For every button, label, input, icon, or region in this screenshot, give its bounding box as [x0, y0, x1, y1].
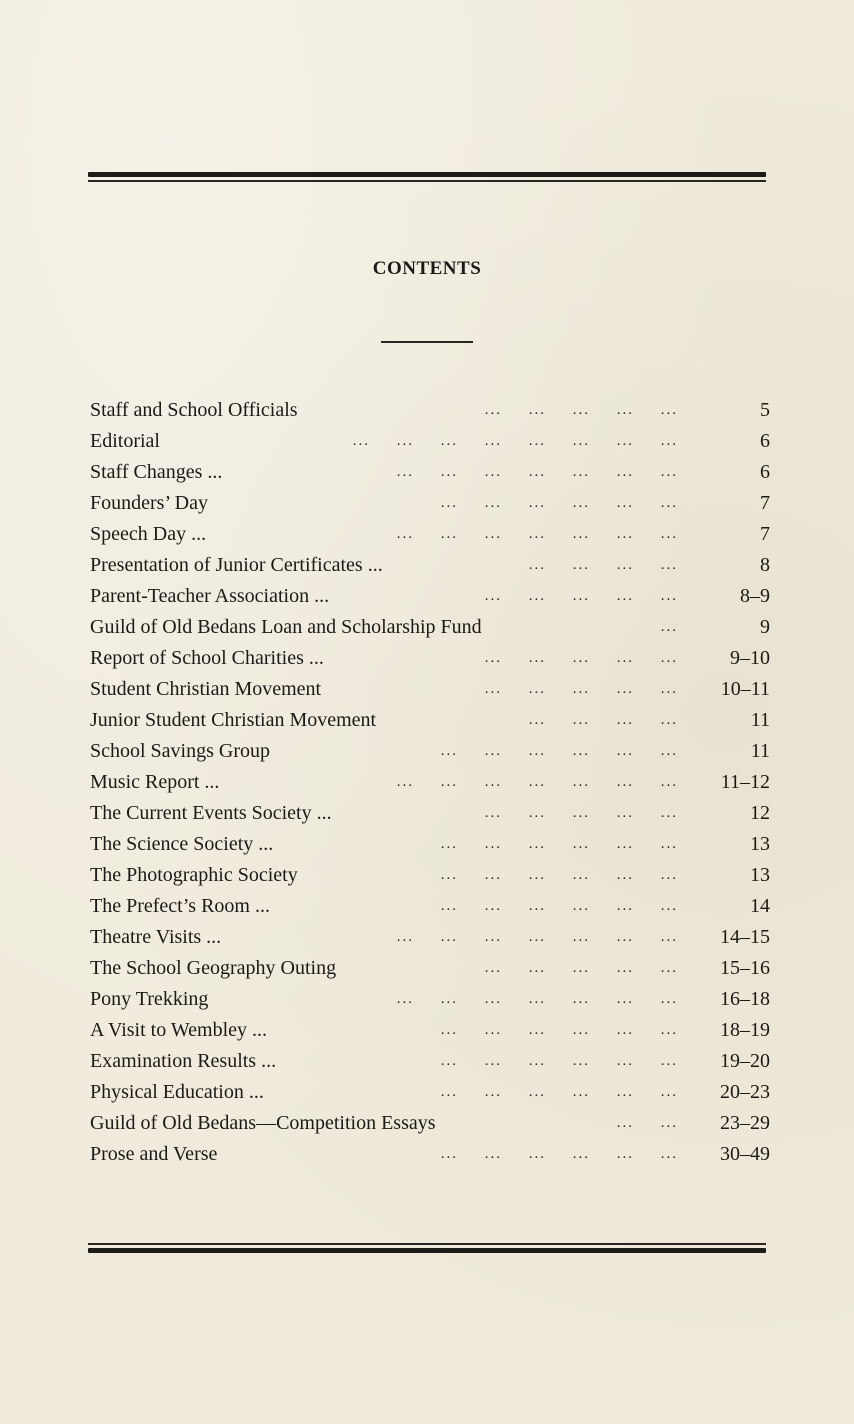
entry-title: Staff and School Officials	[90, 399, 298, 421]
contents-entry	[90, 457, 770, 488]
entry-leader-dots: ... ... ... ... ...	[484, 681, 678, 697]
contents-entry	[90, 1015, 770, 1046]
entry-title: The Current Events Society ...	[90, 802, 332, 824]
bottom-thin-rule	[88, 1243, 766, 1245]
entry-title: The School Geography Outing	[90, 957, 337, 979]
contents-entry	[90, 612, 770, 643]
entry-leader-dots: ... ... ... ... ... ...	[440, 898, 678, 914]
entry-leader-dots: ... ... ... ... ...	[484, 650, 678, 666]
entry-page-number: 9–10	[730, 647, 770, 669]
entry-title: The Photographic Society	[90, 864, 298, 886]
entry-title: Staff Changes ...	[90, 461, 223, 483]
entry-page-number: 8	[760, 554, 770, 576]
entry-title: Editorial	[90, 430, 160, 452]
entry-page-number: 15–16	[720, 957, 770, 979]
entry-page-number: 20–23	[720, 1081, 770, 1103]
entry-page-number: 13	[750, 864, 770, 886]
contents-entry	[90, 395, 770, 426]
entry-page-number: 5	[760, 399, 770, 421]
entry-leader-dots: ... ... ... ... ... ...	[440, 1053, 678, 1069]
entry-leader-dots: ... ... ... ...	[528, 557, 678, 573]
contents-entry	[90, 643, 770, 674]
heading-divider	[381, 341, 473, 343]
contents-entry	[90, 922, 770, 953]
entry-page-number: 18–19	[720, 1019, 770, 1041]
entry-title: A Visit to Wembley ...	[90, 1019, 268, 1041]
entry-title: Physical Education ...	[90, 1081, 264, 1103]
contents-entry	[90, 488, 770, 519]
entry-title: Founders’ Day	[90, 492, 208, 514]
contents-entry	[90, 426, 770, 457]
contents-entry	[90, 984, 770, 1015]
top-double-rule	[88, 172, 766, 182]
bottom-double-rule	[88, 1243, 766, 1253]
contents-entry	[90, 953, 770, 984]
bottom-thick-rule	[88, 1248, 766, 1253]
contents-entry	[90, 705, 770, 736]
contents-entry	[90, 519, 770, 550]
entry-leader-dots: ... ... ... ... ...	[484, 588, 678, 604]
entry-page-number: 11	[750, 740, 770, 762]
contents-heading: CONTENTS	[372, 258, 482, 279]
contents-entry	[90, 1108, 770, 1139]
entry-page-number: 6	[760, 430, 770, 452]
entry-leader-dots: ... ... ... ... ... ...	[440, 1084, 678, 1100]
entry-title: Guild of Old Bedans—Competition Essays	[90, 1112, 436, 1134]
contents-entry	[90, 860, 770, 891]
entry-title: Prose and Verse	[90, 1143, 218, 1165]
entry-page-number: 7	[760, 523, 770, 545]
entry-page-number: 8–9	[740, 585, 770, 607]
entry-page-number: 9	[760, 616, 770, 638]
entry-title: Guild of Old Bedans Loan and Scholarship Fund	[90, 616, 482, 638]
entry-page-number: 19–20	[720, 1050, 770, 1072]
entry-page-number: 30–49	[720, 1143, 770, 1165]
entry-leader-dots: ... ... ... ... ... ... ... ...	[352, 433, 678, 449]
entry-title: Pony Trekking	[90, 988, 209, 1010]
entry-leader-dots: ... ... ... ... ... ...	[440, 743, 678, 759]
entry-page-number: 13	[750, 833, 770, 855]
entry-page-number: 11	[750, 709, 770, 731]
contents-entry	[90, 550, 770, 581]
entry-title: The Science Society ...	[90, 833, 274, 855]
contents-entry	[90, 674, 770, 705]
contents-entry	[90, 891, 770, 922]
entry-leader-dots: ... ... ... ... ... ...	[440, 495, 678, 511]
entry-title: School Savings Group	[90, 740, 270, 762]
entry-page-number: 11–12	[720, 771, 770, 793]
entry-leader-dots: ... ... ... ... ... ... ...	[396, 526, 678, 542]
contents-entry	[90, 1077, 770, 1108]
contents-entry	[90, 767, 770, 798]
entry-leader-dots: ... ... ... ... ...	[484, 402, 678, 418]
contents-list	[90, 395, 770, 1170]
entry-page-number: 16–18	[720, 988, 770, 1010]
contents-entry	[90, 798, 770, 829]
entry-leader-dots: ... ... ... ... ... ... ...	[396, 991, 678, 1007]
entry-title: Theatre Visits ...	[90, 926, 222, 948]
contents-entry	[90, 1046, 770, 1077]
entry-leader-dots: ... ... ... ... ... ...	[440, 1022, 678, 1038]
entry-leader-dots: ... ... ... ... ... ... ...	[396, 464, 678, 480]
entry-leader-dots: ... ... ... ... ... ...	[440, 836, 678, 852]
entry-leader-dots: ... ...	[616, 1115, 678, 1131]
entry-page-number: 12	[750, 802, 770, 824]
entry-title: Music Report ...	[90, 771, 220, 793]
entry-leader-dots: ... ... ... ... ... ...	[440, 867, 678, 883]
entry-title: Speech Day ...	[90, 523, 207, 545]
entry-page-number: 14	[750, 895, 770, 917]
entry-title: Examination Results ...	[90, 1050, 277, 1072]
entry-page-number: 14–15	[720, 926, 770, 948]
entry-title: The Prefect’s Room ...	[90, 895, 270, 917]
entry-page-number: 7	[760, 492, 770, 514]
entry-page-number: 6	[760, 461, 770, 483]
entry-title: Student Christian Movement	[90, 678, 322, 700]
entry-leader-dots: ... ... ... ... ... ... ...	[396, 774, 678, 790]
entry-leader-dots: ... ... ... ... ...	[484, 805, 678, 821]
entry-leader-dots: ...	[660, 619, 678, 635]
entry-leader-dots: ... ... ... ...	[528, 712, 678, 728]
entry-title: Report of School Charities ...	[90, 647, 324, 669]
contents-entry	[90, 1139, 770, 1170]
contents-entry	[90, 581, 770, 612]
top-thin-rule	[88, 180, 766, 182]
entry-page-number: 10–11	[720, 678, 770, 700]
entry-page-number: 23–29	[720, 1112, 770, 1134]
entry-leader-dots: ... ... ... ... ...	[484, 960, 678, 976]
entry-leader-dots: ... ... ... ... ... ...	[440, 1146, 678, 1162]
top-thick-rule	[88, 172, 766, 177]
entry-title: Junior Student Christian Movement	[90, 709, 377, 731]
entry-title: Parent-Teacher Association ...	[90, 585, 330, 607]
entry-title: Presentation of Junior Certificates ...	[90, 554, 383, 576]
entry-leader-dots: ... ... ... ... ... ... ...	[396, 929, 678, 945]
contents-entry	[90, 829, 770, 860]
contents-entry	[90, 736, 770, 767]
